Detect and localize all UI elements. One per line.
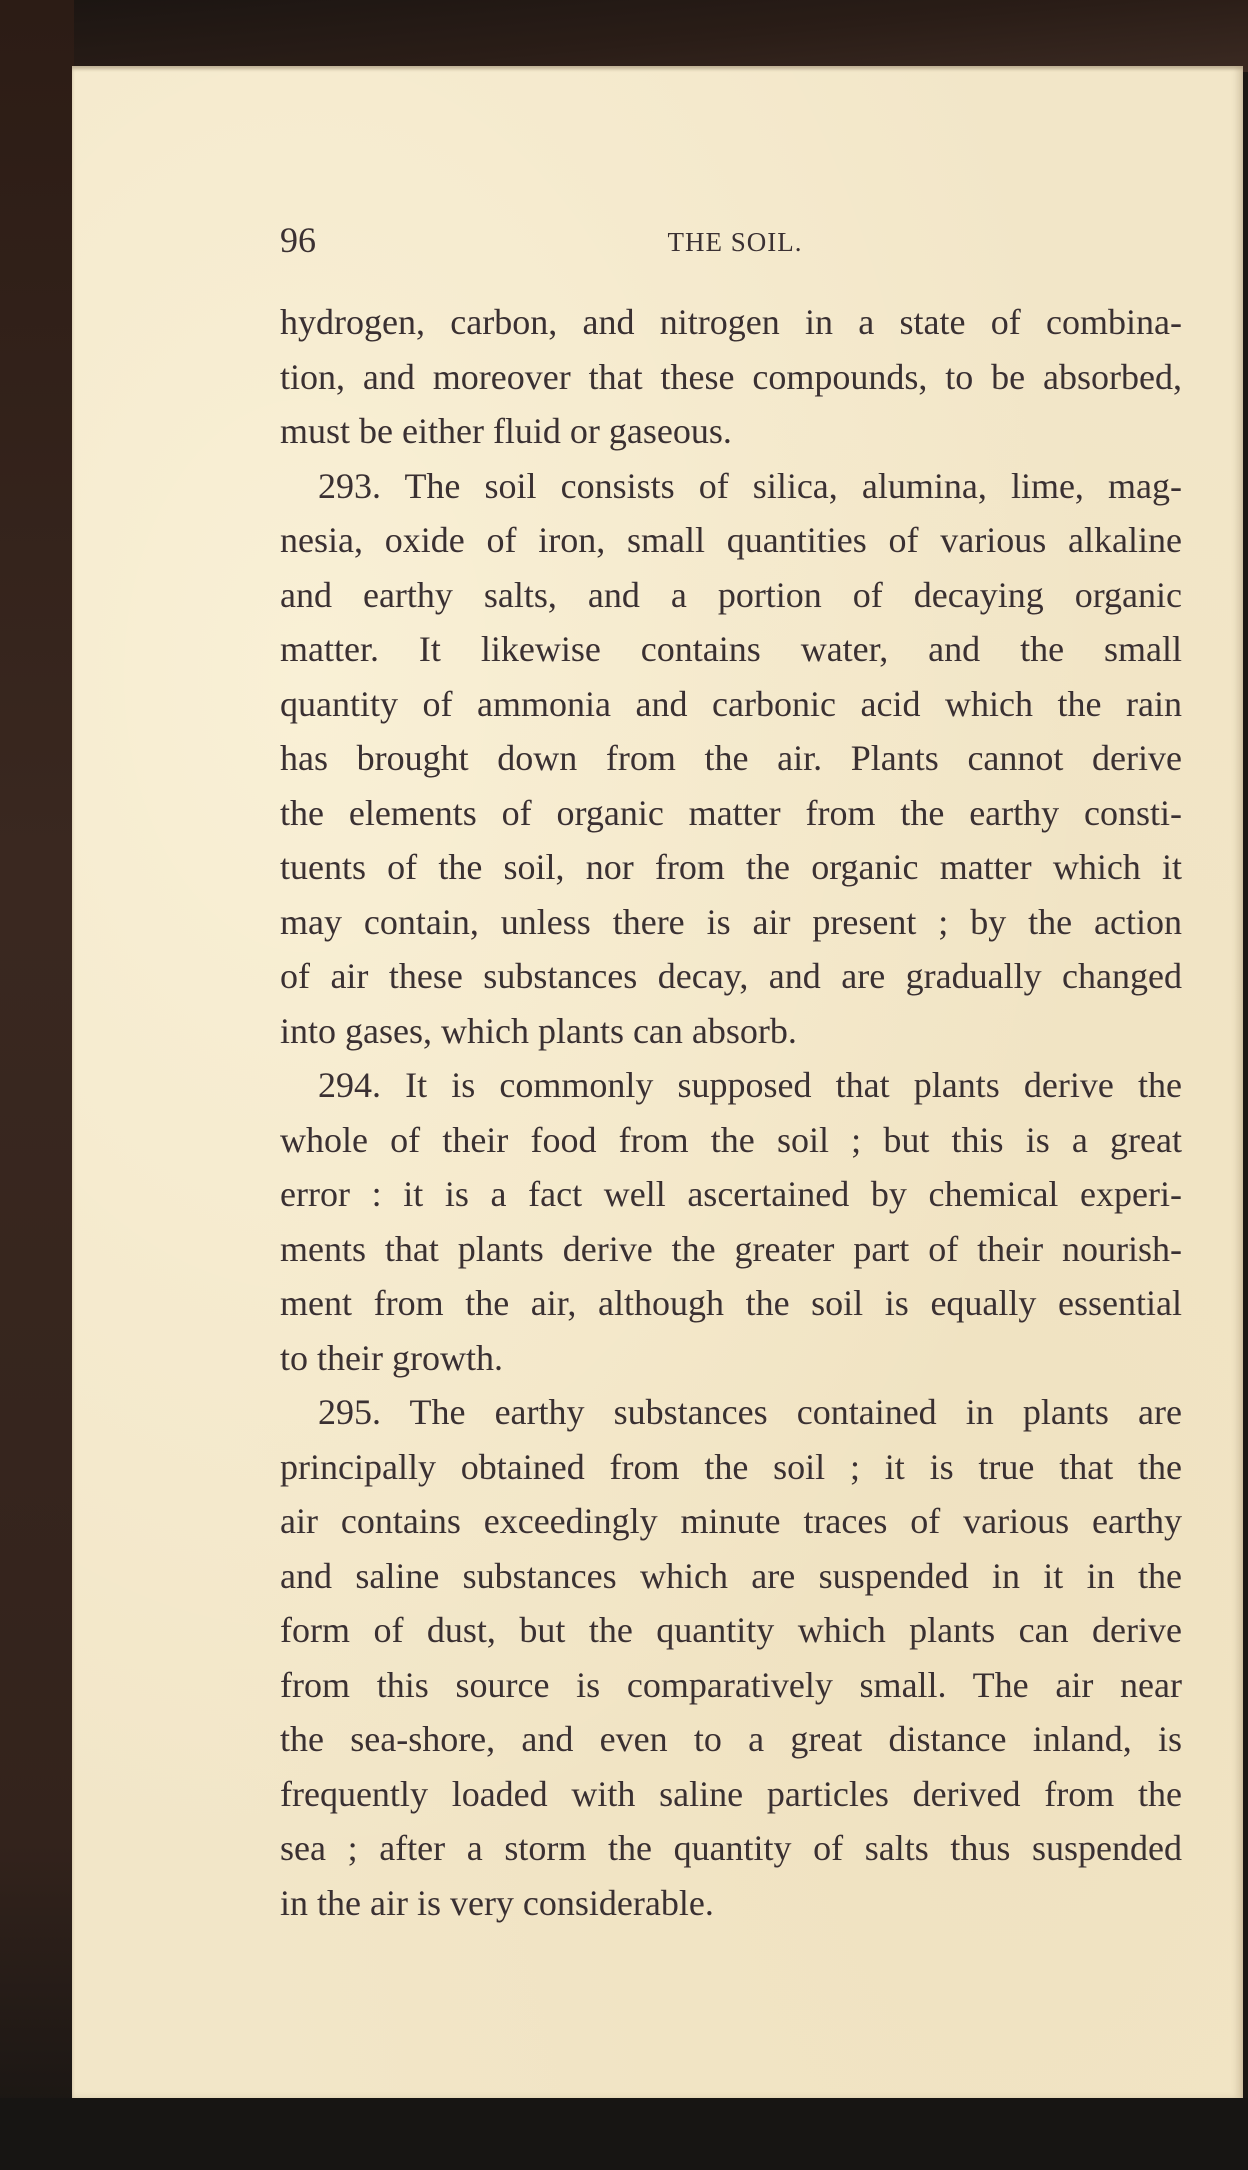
text-line: nesia, oxide of iron, small quantities of various alkaline [280,520,1182,560]
text-line: frequently loaded with saline particles derived from the [280,1773,1182,1814]
paragraph-295 [280,1385,1182,1930]
text-line: error : it is a fact well ascertained by chemical experi- [280,1174,1182,1214]
text-line: to their growth. [280,1337,503,1378]
text-line: 293. The soil consists of silica, alumina, lime, mag- [318,465,1182,506]
text-line: air contains exceedingly minute traces of various earthy [280,1501,1182,1541]
text-line: must be either fluid or gaseous. [280,411,732,451]
text-line: of air these substances decay, and are gradually changed [280,956,1182,996]
text-line: in the air is very considerable. [280,1882,714,1923]
paragraph-294 [280,1058,1182,1385]
text-line: may contain, unless there is air present ; by the action [280,901,1182,942]
running-head [280,220,1190,260]
text-line: the elements of organic matter from the earthy consti- [280,792,1182,833]
text-line: matter. It likewise contains water, and the small [280,629,1182,669]
text-line: into gases, which plants can absorb. [280,1010,797,1051]
page-number: 96 [280,220,316,260]
text-line: principally obtained from the soil ; it is true that the [280,1446,1182,1487]
text-line: and saline substances which are suspended in it in the [280,1555,1182,1596]
paragraph-continued [280,295,1182,459]
text-line: hydrogen, carbon, and nitrogen in a state of combina- [280,302,1182,342]
text-line: 295. The earthy substances contained in plants are [318,1392,1182,1432]
scan-background-bottom [0,2098,1248,2170]
text-line: quantity of ammonia and carbonic acid which the rain [280,683,1182,724]
text-line: tion, and moreover that these compounds, to be absorbed, [280,356,1182,397]
chapter-title: THE SOIL. [667,227,803,257]
text-line: form of dust, but the quantity which plants can derive [280,1610,1182,1650]
paragraph-293 [280,459,1182,1059]
body-text [280,295,1182,1930]
text-line: and earthy salts, and a portion of decaying organic [280,574,1182,615]
text-line: ment from the air, although the soil is equally essential [280,1283,1182,1323]
text-line: sea ; after a storm the quantity of salts thus suspended [280,1828,1182,1868]
text-line: tuents of the soil, nor from the organic matter which it [280,847,1182,887]
scan-background-left [0,0,74,2170]
text-line: ments that plants derive the greater part of their nourish- [280,1228,1182,1269]
text-line: whole of their food from the soil ; but this is a great [280,1119,1182,1160]
text-line: has brought down from the air. Plants cannot derive [280,738,1182,778]
text-line: the sea-shore, and even to a great distance inland, is [280,1719,1182,1759]
text-line: 294. It is commonly supposed that plants derive the [318,1065,1182,1105]
text-line: from this source is comparatively small. The air near [280,1664,1182,1705]
scan-background-top [0,0,1248,72]
book-page [72,66,1243,2098]
